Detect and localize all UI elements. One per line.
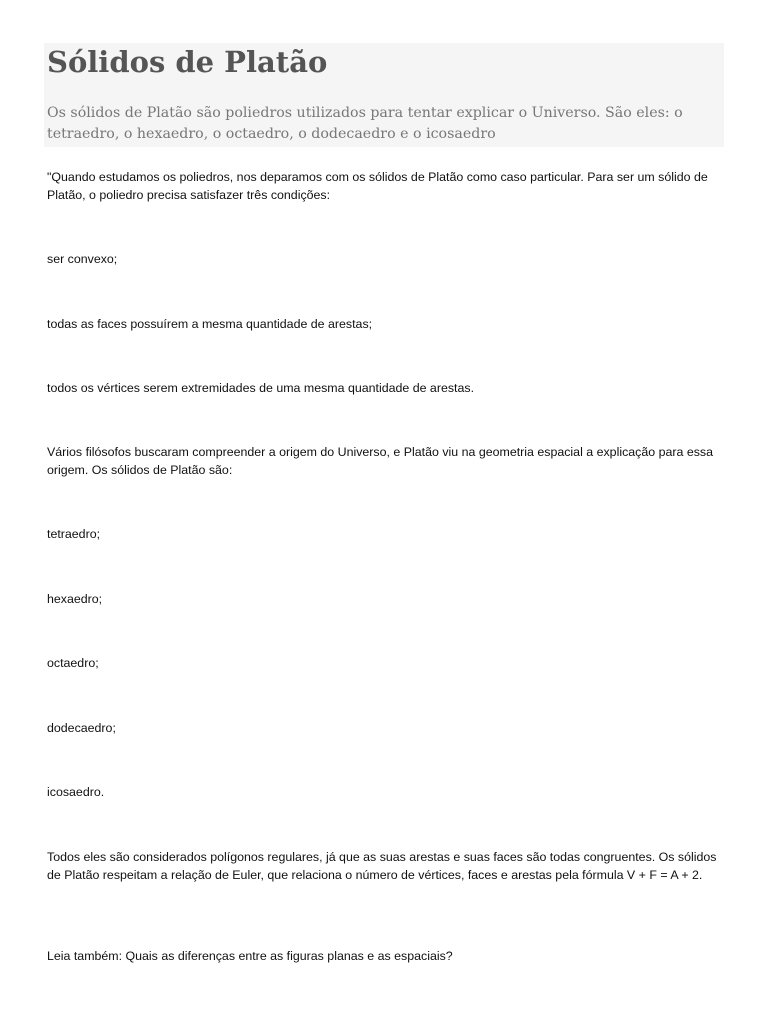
page-subtitle: Os sólidos de Platão são poliedros utilizados para tentar explicar o Universo. São eles: o tetraedro, o hexaedro, o octaedro, o dodecaedro e o icosaedro <box>47 105 683 142</box>
intro-paragraph: "Quando estudamos os poliedros, nos deparamos com os sólidos de Platão como caso particular. Para ser um sólido de Platão, o poliedro precisa satisfazer três condições: <box>47 170 708 202</box>
euler-paragraph: Todos eles são considerados polígonos regulares, já que as suas arestas e suas faces são todas congruentes. Os sólidos de Platão respeitam a relação de Euler, que relaciona o número de vértices, faces e arestas pela fórmula V + F = A + 2. <box>47 850 717 882</box>
condition-item: todos os vértices serem extremidades de uma mesma quantidade de arestas. <box>47 381 475 395</box>
solid-item: tetraedro; <box>47 527 101 541</box>
solid-item: hexaedro; <box>47 592 103 606</box>
condition-item: todas as faces possuírem a mesma quantidade de arestas; <box>47 317 373 331</box>
solid-item: icosaedro. <box>47 785 105 799</box>
philosophers-paragraph: Vários filósofos buscaram compreender a origem do Universo, e Platão viu na geometria espacial a explicação para essa origem. Os sólidos de Platão são: <box>47 445 714 477</box>
solid-item: dodecaedro; <box>47 721 116 735</box>
condition-item: ser convexo; <box>47 252 118 266</box>
page-title: Sólidos de Platão <box>47 45 328 79</box>
solid-item: octaedro; <box>47 656 99 670</box>
read-also-link[interactable]: Leia também: Quais as diferenças entre as figuras planas e as espaciais? <box>47 949 453 963</box>
